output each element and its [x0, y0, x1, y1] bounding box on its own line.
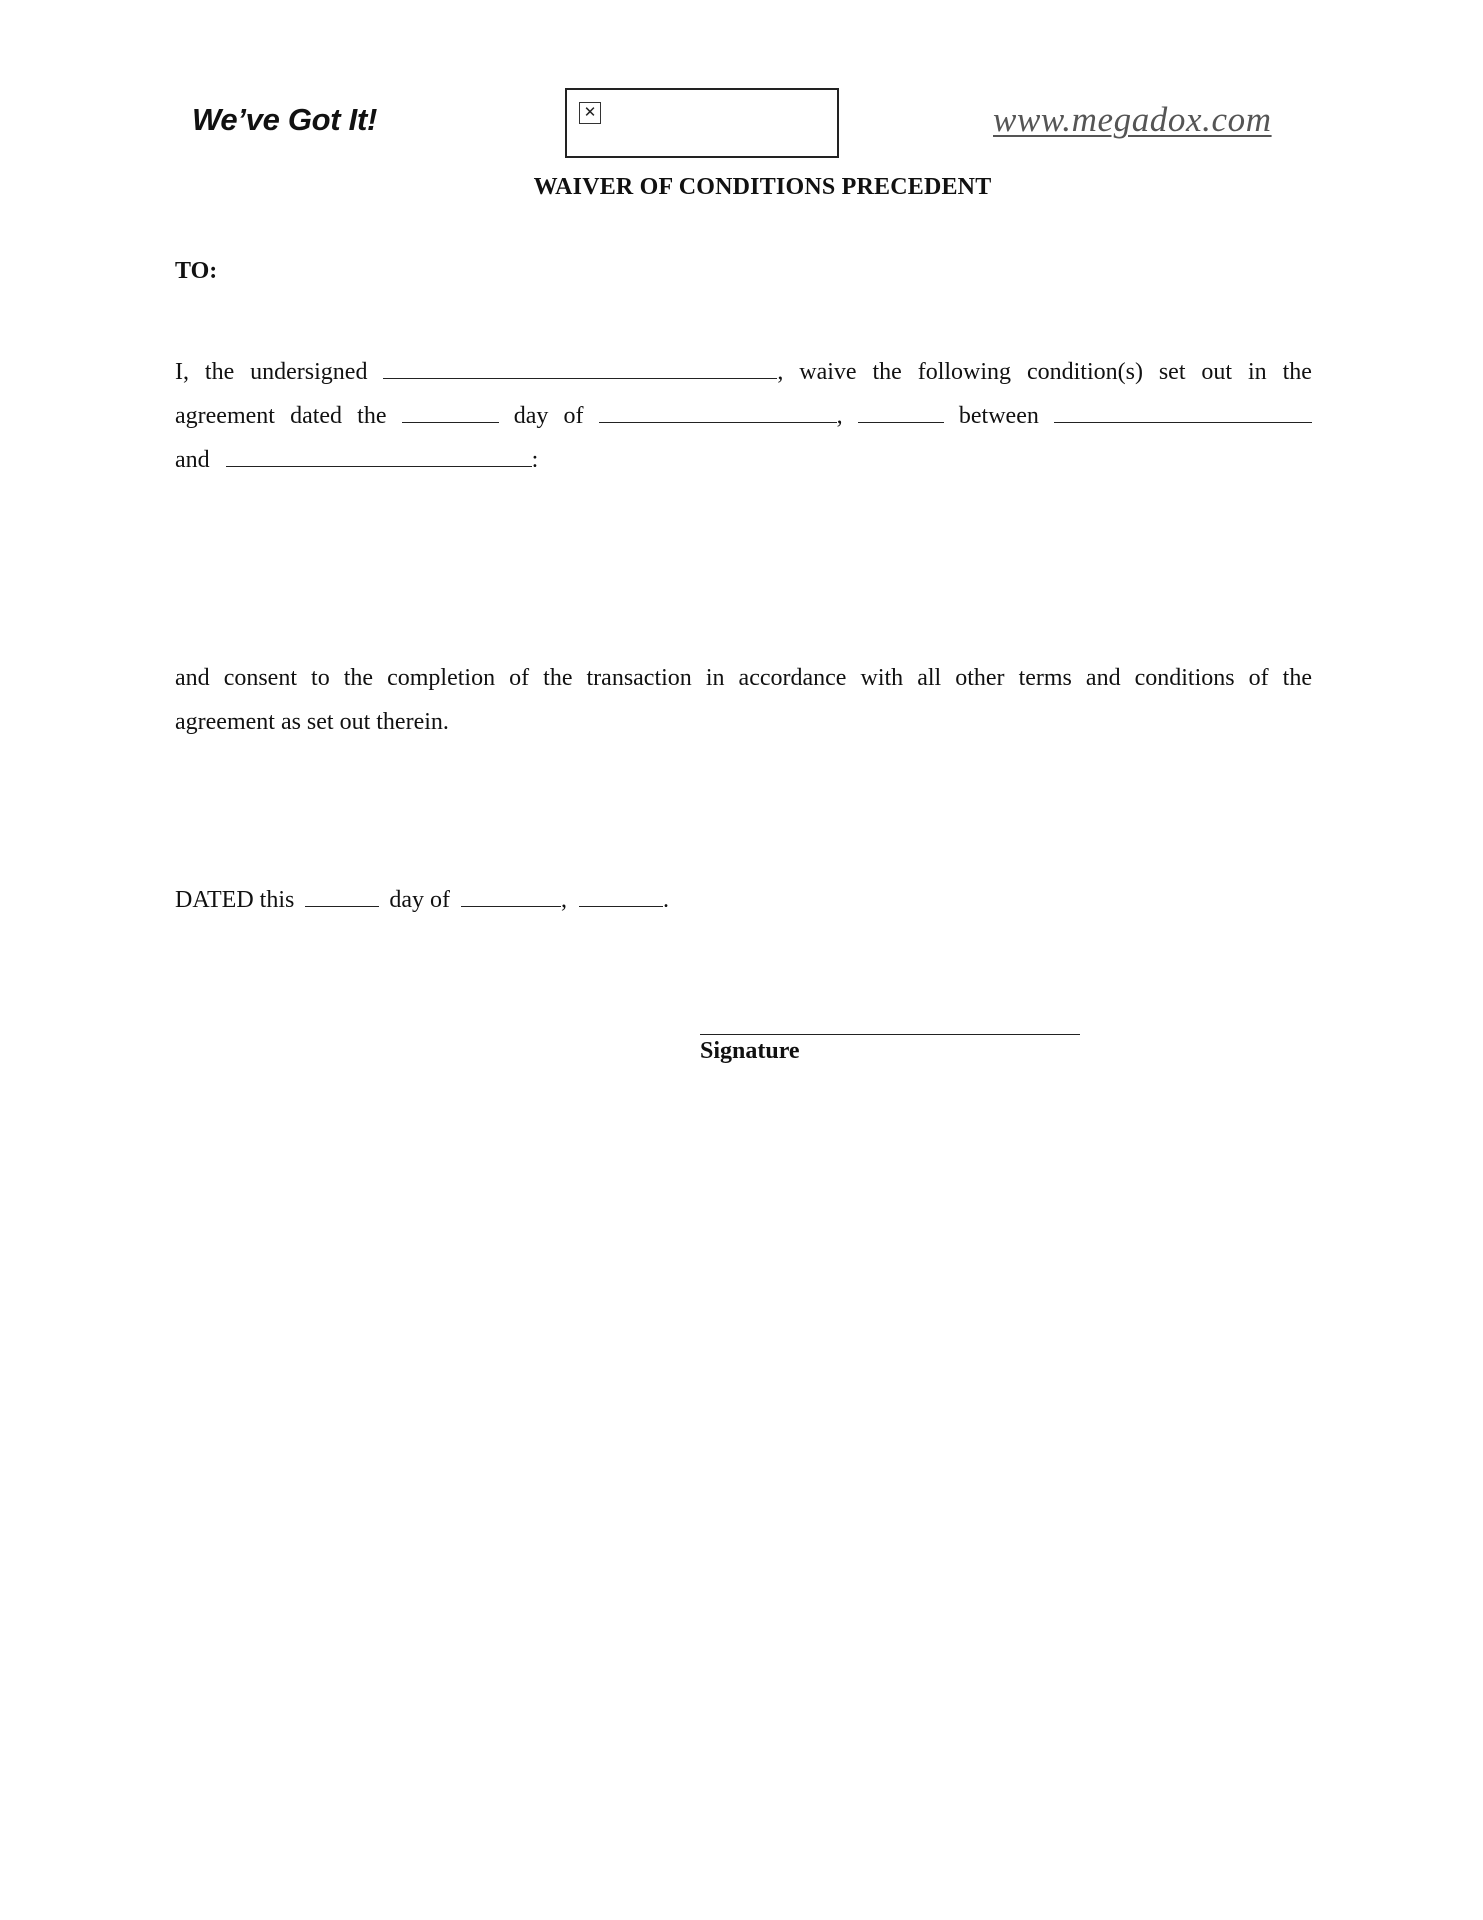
to-label: TO: — [175, 258, 218, 284]
header-tagline: We’ve Got It! — [192, 102, 377, 137]
word: of — [563, 403, 584, 429]
document-title: WAIVER OF CONDITIONS PRECEDENT — [533, 174, 992, 200]
waiver-line-1 — [175, 350, 1312, 394]
word: following — [917, 359, 1012, 385]
waiver-line-2 — [175, 394, 1312, 438]
dated-prefix: DATED this — [175, 887, 295, 913]
broken-image-icon: ✕ — [579, 102, 601, 124]
word: between — [958, 403, 1039, 429]
word: day — [513, 403, 549, 429]
logo-placeholder — [565, 88, 839, 158]
punct: , — [836, 403, 843, 429]
consent-line-1: and consent to the completion of the transaction in accordance with all other terms and conditions of the — [175, 665, 1312, 691]
punct: : — [531, 447, 539, 473]
word: the — [1282, 359, 1312, 385]
word: and — [175, 447, 210, 473]
consent-line-2: agreement as set out therein. — [175, 709, 449, 735]
dated-month-blank[interactable] — [461, 880, 561, 907]
word: in — [1248, 359, 1267, 385]
dated-year-blank[interactable] — [579, 880, 663, 907]
word: the — [357, 403, 387, 429]
word: undersigned — [250, 359, 368, 385]
agreement-month-field-group — [599, 394, 843, 438]
punct: , — [561, 887, 567, 913]
word: out — [1201, 359, 1233, 385]
word: dated — [290, 403, 343, 429]
punct: . — [663, 887, 669, 913]
word: agreement — [175, 403, 275, 429]
word: set — [1158, 359, 1186, 385]
signature-label: Signature — [700, 1038, 800, 1064]
dated-line-text — [175, 878, 1312, 922]
word: the — [204, 359, 235, 385]
word: condition(s) — [1026, 359, 1143, 385]
waiver-line-3 — [175, 438, 1312, 482]
undersigned-name-blank[interactable] — [383, 352, 777, 379]
punct: , — [777, 359, 784, 385]
website-link[interactable]: www.megadox.com — [993, 100, 1272, 139]
first-party-blank[interactable] — [1054, 396, 1312, 423]
word: waive — [799, 359, 857, 385]
agreement-day-blank[interactable] — [402, 396, 499, 423]
word: I, — [175, 359, 189, 385]
dated-day-of: day of — [389, 887, 450, 913]
word: the — [872, 359, 902, 385]
signature-line[interactable] — [700, 1034, 1080, 1035]
agreement-year-blank[interactable] — [858, 396, 944, 423]
agreement-month-blank[interactable] — [599, 396, 837, 423]
second-party-blank[interactable] — [226, 440, 532, 467]
undersigned-name-field-group — [383, 350, 783, 394]
dated-day-blank[interactable] — [305, 880, 379, 907]
